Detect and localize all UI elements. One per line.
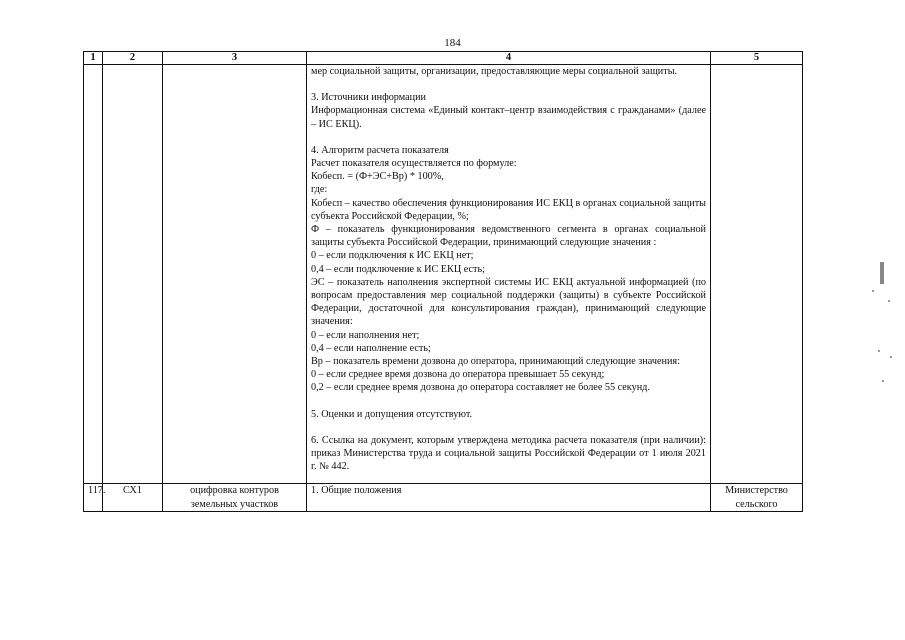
cell-name: оцифровка контуров земельных участков — [163, 484, 307, 511]
methodology-paragraph: 0,4 – если наполнение есть; — [311, 342, 431, 354]
indicator-table — [83, 51, 803, 512]
header-col-3: 3 — [163, 52, 307, 65]
methodology-paragraph: ЭС – показатель наполнения экспертной системы ИС ЕКЦ актуальной информацией (по вопросам предоставления мер социальной поддержки (защиты) в субъекте Российской Федерации, достаточной для консультирования граждан), принимающий следующие значения: — [311, 276, 706, 328]
methodology-paragraph: мер социальной защиты, организации, предоставляющие меры социальной защиты. — [311, 66, 678, 77]
scan-artifact — [878, 350, 880, 352]
header-col-2: 2 — [103, 52, 163, 65]
scan-artifact — [882, 380, 884, 382]
cell-name — [163, 65, 307, 484]
methodology-paragraph: 4. Алгоритм расчета показателя — [311, 144, 449, 156]
methodology-paragraph: Ф – показатель функционирования ведомственного сегмента в органах социальной защиты субъекта Российской Федерации, принимающий следующие значения : — [311, 224, 706, 249]
methodology-paragraph: Расчет показателя осуществляется по формуле: — [311, 158, 517, 170]
table-row — [84, 484, 803, 511]
methodology-paragraph: 3. Источники информации — [311, 92, 426, 104]
header-col-4: 4 — [307, 52, 711, 65]
cell-methodology — [307, 65, 711, 484]
methodology-paragraph: Информационная система «Единый контакт–центр взаимодействия с гражданами» (далее – ИС ЕКЦ). — [311, 105, 706, 130]
cell-responsible: Министерство сельского — [711, 484, 803, 511]
header-col-5: 5 — [711, 52, 803, 65]
cell-number — [84, 65, 103, 484]
cell-number: 117. — [84, 484, 103, 511]
cell-bottom-padding — [311, 473, 706, 483]
methodology-paragraph: 0,2 – если среднее время дозвона до оператора составляет не более 55 секунд. — [311, 382, 650, 394]
methodology-paragraph: Вр – показатель времени дозвона до оператора, принимающий следующие значения: — [311, 356, 680, 368]
scan-artifact — [880, 262, 884, 284]
scan-artifact — [872, 290, 874, 292]
page-number: 184 — [444, 37, 461, 49]
methodology-paragraph: 0 – если среднее время дозвона до оператора превышает 55 секунд; — [311, 369, 605, 381]
cell-code: СХ1 — [103, 484, 163, 511]
methodology-paragraph: 6. Ссылка на документ, которым утверждена методика расчета показателя (при наличии): приказ Министерства труда и социальной защиты Российской Федерации от 1 июля 2021 г. № 442. — [311, 434, 706, 473]
header-row — [84, 52, 803, 65]
methodology-paragraph: 0,4 – если подключение к ИС ЕКЦ есть; — [311, 263, 485, 275]
methodology-paragraph: 0 – если наполнения нет; — [311, 329, 420, 341]
methodology-paragraph: Кобесп. = (Ф+ЭС+Вр) * 100%, — [311, 171, 444, 183]
header-col-1: 1 — [84, 52, 103, 65]
methodology-paragraph: Кобесп – качество обеспечения функционирования ИС ЕКЦ в органах социальной защиты субъекта Российской Федерации, %; — [311, 197, 706, 222]
methodology-paragraph: где: — [311, 184, 328, 196]
scan-artifact — [890, 356, 892, 358]
methodology-paragraph: 5. Оценки и допущения отсутствуют. — [311, 408, 473, 420]
scan-artifact — [888, 300, 890, 302]
methodology-paragraph: 0 – если подключения к ИС ЕКЦ нет; — [311, 250, 474, 262]
table-row — [84, 65, 803, 484]
cell-methodology: 1. Общие положения — [307, 484, 711, 511]
cell-code — [103, 65, 163, 484]
cell-responsible — [711, 65, 803, 484]
